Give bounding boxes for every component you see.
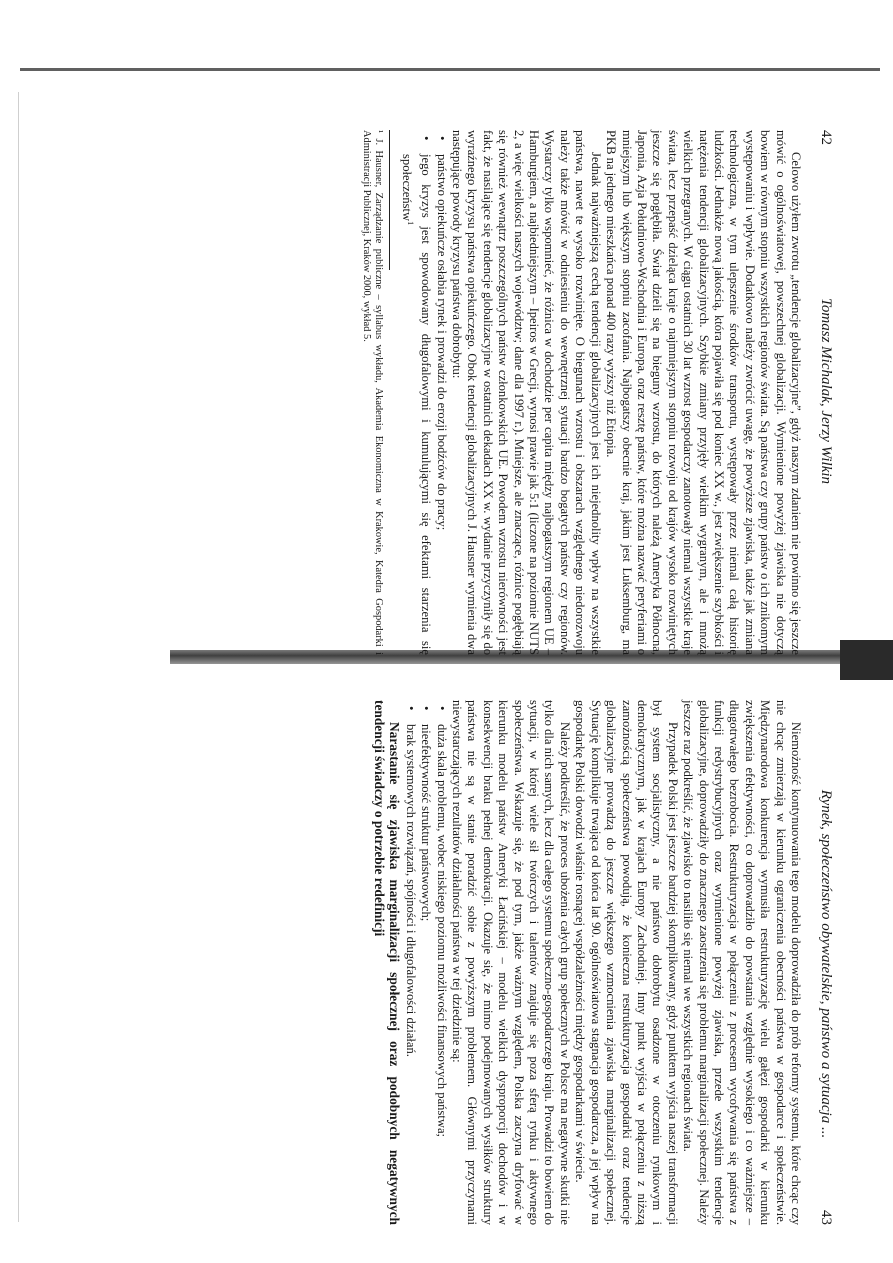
scan-artifact-top: [20, 68, 880, 71]
footnote: ¹ J. Hausner, Zarządzanie publiczne – syllabus wykładu, Akademia Ekonomiczna w Krakowie, Katedra Gospodarki i Administracji Publicznej, Kraków 2000, wykład 5.: [360, 130, 385, 655]
page-number: 42: [818, 130, 834, 145]
page-number: 43: [818, 1209, 834, 1225]
page-header: [817, 700, 834, 1225]
running-head: Rynek, społeczeństwo obywatelskie, państwo a sytuacja ...: [818, 789, 834, 1139]
footnote-mark: 1: [405, 221, 415, 226]
list-item: • duża skala problemu, wobec niskiego poziomu możliwości finansowych państwa;: [433, 716, 448, 1225]
list-item: • nieefektywność struktur państwowych;: [418, 716, 433, 1225]
page-header: [817, 130, 834, 655]
footnote-rule: [389, 130, 390, 270]
list-item: • brak systemowych rozwiązań, spójności i długofalowości działań.: [402, 716, 417, 1225]
paragraph: Przypadek Polski jest jeszcze bardziej skomplikowany, gdyż punktem wyjścia naszej transformacji był system socjalistyczny, a nie państwo dobrobytu osadzone w otoczeniu rynkowym i demokratycznym, jak w krajach Europy Zachodniej. Inny punkt wyjścia w połączeniu z niższą zamożnością społeczeństwa powodują, że konieczna restrukturyzacja gospodarki oraz tendencje globalizacyjne prowadzą do jeszcze większego wzmocnienia zjawiska marginalizacji społecznej. Sytuację komplikuje trwająca od końca lat 90. ogólnoświatowa stagnacja gospodarcza, a jej wpływ na gospodarkę Polski dowodzi właśnie rosnącej współzależności między gospodarkami w świecie.: [573, 700, 680, 1225]
list-item-text: jego kryzys jest spowodowany długofalowymi i kumulującymi się efektami starzenia się społeczeństw: [399, 154, 434, 655]
bullet-list: [398, 130, 448, 655]
bullet-list: [402, 700, 448, 1225]
list-item: • państwo opiekuńcze osłabia rynek i prowadzi do erozji bodźców do pracy;: [433, 146, 448, 655]
body-text: [398, 130, 803, 655]
paragraph: Należy podkreślić, że proces ubożenia całych grup społecznych w Polsce ma negatywne skutki nie tylko dla nich samych, lecz dla całego systemu społeczno-gospodarczego kraju. Prowadzi to bowiem do sytuacji, w której wiele sił twórczych i talentów znajduje się poza sferą rynku i aktywnego społeczeństwa. Wskazuje się, że pod tym, jakże ważnym względem, Polska zaczyna dryfować w kierunku modelu państw Ameryki Łacińskiej – modelu wielkich dysproporcji dochodów i w konsekwencji braku pełnej demokracji. Okazuje się, że mimo podejmowanych wysiłków struktury państwa nie są w stanie poradzić sobie z powyższym problemem. Głównymi przyczynami niewystarczających rezultatów działalności państwa w tej dziedzinie są:: [450, 700, 572, 1225]
scan-edge: [18, 92, 19, 1222]
page-43: [104, 700, 834, 1225]
list-item: [398, 146, 433, 655]
running-head: Tomasz Michalak, Jerzy Wilkin: [818, 297, 834, 485]
book-fold-shadow: [840, 640, 893, 680]
paragraph: Celowo użyłem zwrotu „tendencje globalizacyjne”, gdyż naszym zdaniem nie powinno się jeszcze mówić o ogólnoświatowej, powszechnej globalizacji. Wymienione powyżej zjawiska nie dotyczą bowiem w równym stopniu wszystkich regionów świata. Są państwa czy grupy państw o ich znikomym występowaniu i wpływie. Dodatkowo należy zwrócić uwagę, że powyższe zjawiska, także jak zmiana technologiczna, w tym ulepszenie środków transportu, występowały przez niemal całą historię ludzkości. Jednakże nową jakością, która pojawiła się pod koniec XX w., jest zwiększenie szybkości i natężenia tendencji globalizacyjnych. Szybkie zmiany przyjęły wielkim wygranym, ale i mnożą wielkich przegranych. W ciągu ostatnich 30 lat wzrost gospodarczy zanotowały niemal wszystkie kraje świata, lecz przepaść dzieląca kraje o najmniejszym stopniu rozwoju od krajów wysoko rozwiniętych jeszcze się pogłębiła. Świat dzieli się na bieguny wzrostu, do których należą Ameryka Północna, Japonia, Azja Południowo-Wschodnia i Europa, oraz resztę państw, które można nazwać peryferiami o mniejszym lub większym stopniu zacofania. Najbogatszy obecnie kraj, jakim jest Luksemburg, ma PKB na jednego mieszkańca ponad 400 razy wyższy niż Etiopia.: [604, 130, 803, 655]
body-text: [372, 700, 803, 1225]
bold-paragraph: Narastanie się zjawiska marginalizacji społecznej oraz podobnych negatywnych tendencji świadczy o potrzebie redefinicji: [372, 700, 403, 1225]
paragraph: Jednak najważniejszą cechą tendencji globalizacyjnych jest ich niejednolity wpływ na wszystkie państwa, nawet te wysoko rozwinięte. O biegunach wzrostu i obszarach względnego niedorozwoju należy także mówić w odniesieniu do wewnętrznej sytuacji bardzo bogatych państw czy regionów. Wystarczy tylko wspomnieć, że różnica w dochodzie per capita między najbogatszym regionem UE – Hamburgiem, a najbiedniejszym – Ipeiros w Grecji, wynosi prawie jak 5:1 (liczone na poziomie NUTS 2, a więc wielkości naszych województw; dane dla 1997 r.). Mniejsze, ale znaczące, różnice pogłębiają się również wewnątrz poszczególnych państw członkowskich UE. Powodem wzrostu nierówności jest fakt, że nasilające się tendencje globalizacyjne w ostatnich dekadach XX w. wydanie przyczyniły się do wyraźnego kryzysu państwa opiekuńczego. Obok tendencji globalizacyjnych J. Hausner wymienia dwa następujące powody kryzysu państwa dobrobytu:: [450, 130, 603, 655]
paragraph: Niemożność kontynuowania tego modelu doprowadziła do prób reformy systemu, które chcąc czy nie chcąc zmierzają w kierunku ograniczenia obecności państwa w gospodarce i społeczeństwie. Międzynarodowa konkurencja wymusiła restrukturyzację wielu gałęzi gospodarki w kierunku zwiększenia efektywności, co doprowadziło do powstania względnie wysokiego i co ważniejsze – długotrwałego bezrobocia. Restrukturyzacja w połączeniu z procesem wycofywania się państwa z funkcji redystrybucyjnych oraz wymienione powyżej zjawiska, przede wszystkim tendencje globalizacyjne, doprowadziły do znacznego zaostrzenia się problemu marginalizacji społecznej. Należy jeszcze raz podkreślić, że zjawisko to nasiliło się niemal we wszystkich regionach świata.: [681, 700, 803, 1225]
page-42: [109, 130, 834, 655]
